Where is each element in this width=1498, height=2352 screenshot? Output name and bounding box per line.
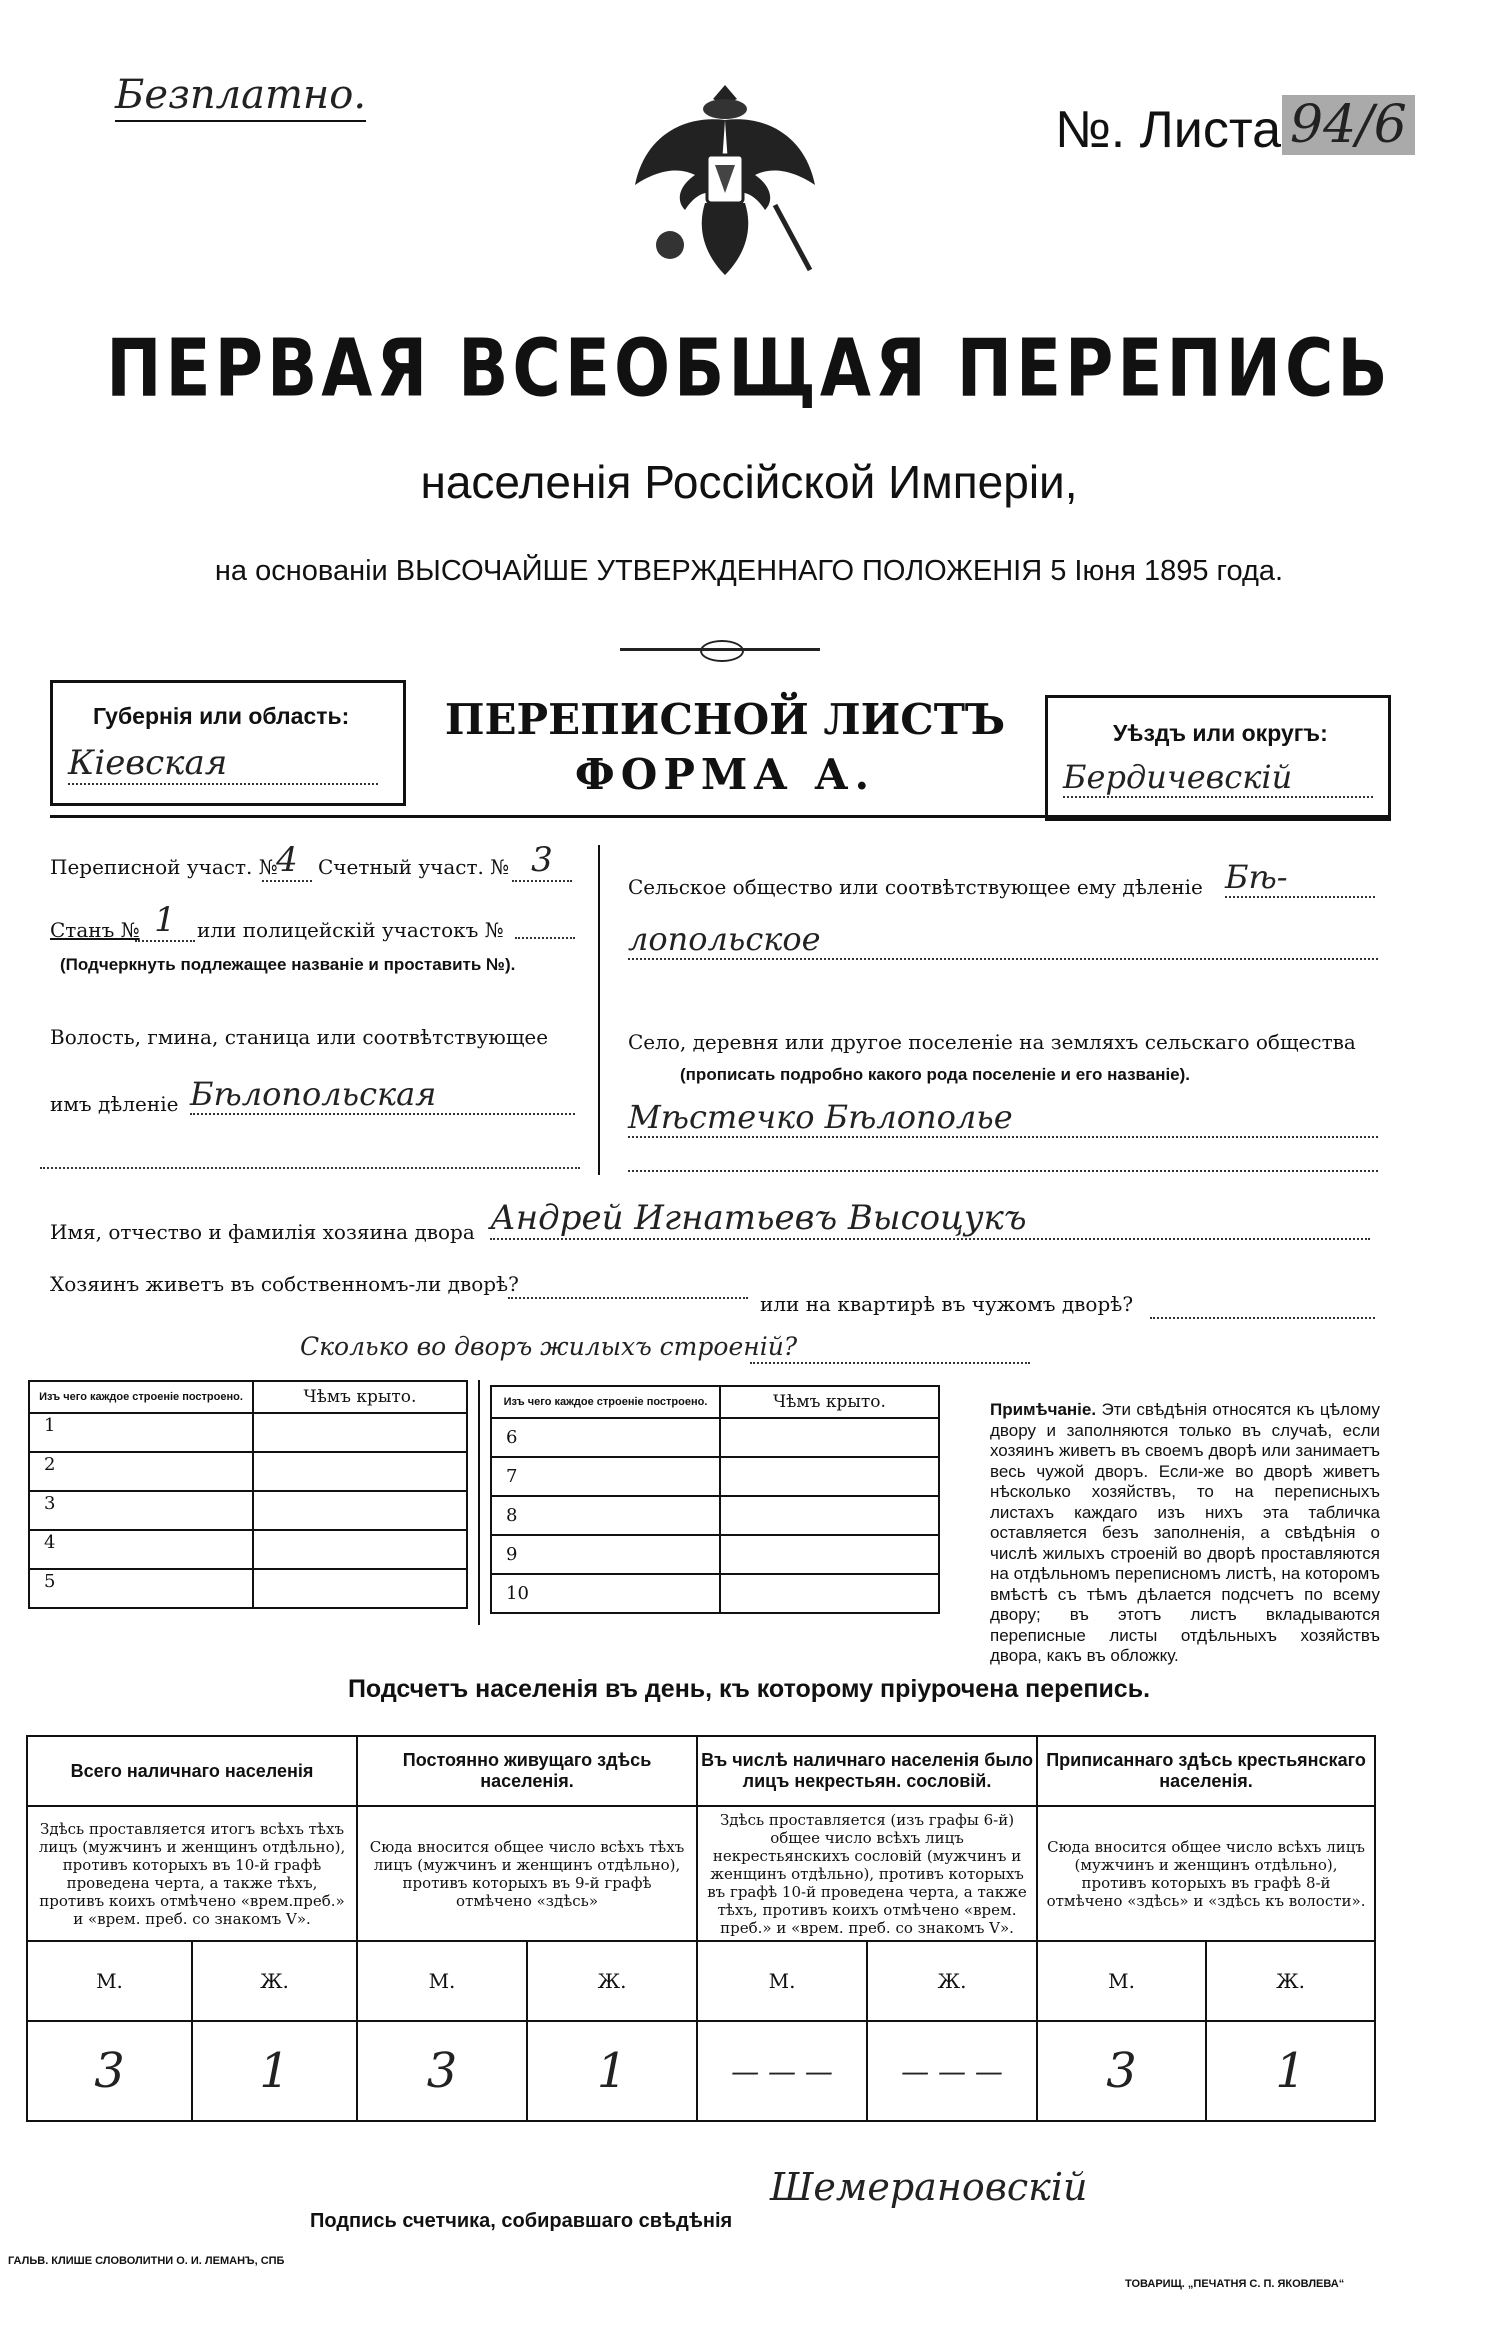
male-count: 3 — [1037, 2021, 1206, 2121]
village-label: Село, деревня или другое поселеніе на земляхъ сельскаго общества — [628, 1030, 1356, 1054]
uezd-label: Уѣздъ или округъ: — [1113, 720, 1328, 746]
village-value: Мѣстечко Бѣлополье — [628, 1098, 1378, 1138]
underline-note: (Подчеркнуть подлежащее названіе и проставить №). — [60, 955, 516, 974]
building-roof-cell — [720, 1496, 939, 1535]
owner-label: Имя, отчество и фамилія хозяина двора — [50, 1220, 475, 1244]
pop-group-desc: Сюда вносится общее число всѣхъ тѣхъ лицъ (мужчинъ и женщинъ отдѣльно), противъ которыхъ въ 9-й графѣ отмѣчено «здѣсь» — [357, 1806, 697, 1941]
note-text: Эти свѣдѣнія относятся къ цѣлому двору и заполняются только въ случаѣ, если хозяинъ живетъ въ своемъ дворѣ или занимаетъ весь чужой дворъ. Если-же во дворѣ живетъ нѣсколько хозяйствъ, то на переписныхъ листахъ каждаго изъ нихъ эта табличка оставляется безъ заполненія, а свѣдѣнія о числѣ жилыхъ строеній во дворѣ проставляются на отдѣльномъ переписномъ листѣ, на которомъ вмѣстѣ съ тѣмъ дѣлается подсчетъ по всему двору; въ этотъ листъ вкладываются переписные листы отдѣльныхъ хозяйствъ двора, какъ въ обложку. — [990, 1400, 1380, 1665]
building-row-num: 8 — [491, 1496, 720, 1535]
male-column-label: М. — [27, 1941, 192, 2021]
building-roof-cell — [253, 1569, 467, 1608]
village-extra-line — [628, 1168, 1378, 1172]
stan-label: Станъ № — [50, 918, 140, 942]
sheet-number-label: №. Листа — [1055, 101, 1282, 159]
building-row-num: 6 — [491, 1418, 720, 1457]
building-row-num: 9 — [491, 1535, 720, 1574]
building-row-num: 1 — [29, 1413, 253, 1452]
female-column-label: Ж. — [1206, 1941, 1375, 2021]
building-roof-cell — [720, 1457, 939, 1496]
owner-value: Андрей Игнатьевъ Высоцукъ — [490, 1198, 1370, 1240]
building-row-num: 7 — [491, 1457, 720, 1496]
female-count: 1 — [192, 2021, 357, 2121]
note-title: Примѣчаніе. — [990, 1400, 1097, 1419]
pop-group-desc: Сюда вносится общее число всѣхъ лицъ (мужчинъ и женщинъ отдѣльно), противъ которыхъ въ графѣ 8-й отмѣчено «здѣсь» и «здѣсь къ волости». — [1037, 1806, 1375, 1941]
sheet-title: ПЕРЕПИСНОЙ ЛИСТЪ — [444, 695, 1006, 744]
uezd-box — [1045, 695, 1391, 821]
census-district-value: 4 — [262, 840, 312, 882]
col-material-header: Изъ чего каждое строеніе построено. — [29, 1381, 253, 1413]
male-count: 3 — [27, 2021, 192, 2121]
building-roof-cell — [720, 1535, 939, 1574]
gubernia-label: Губернія или область: — [93, 703, 350, 729]
building-roof-cell — [720, 1574, 939, 1613]
buildings-table-right — [490, 1385, 940, 1614]
pop-group-header: Постоянно живущаго здѣсь населенія. — [357, 1736, 697, 1806]
female-count: — — — — [867, 2021, 1037, 2121]
rural-society-value: Бѣ- — [1225, 858, 1375, 898]
pop-group-header: Въ числѣ наличнаго населенія было лицъ некрестьян. сословій. — [697, 1736, 1037, 1806]
census-basis: на основаніи ВЫСОЧАЙШЕ УТВЕРЖДЕННАГО ПОЛОЖЕНІЯ 5 Іюня 1895 года. — [214, 555, 1284, 587]
buildings-note — [990, 1400, 1380, 1667]
col-material-header: Изъ чего каждое строеніе построено. — [491, 1386, 720, 1418]
pop-group-desc: Здѣсь проставляется итогъ всѣхъ тѣхъ лицъ (мужчинъ и женщинъ отдѣльно), противъ которыхъ въ 10-й графѣ проведена черта, а также тѣхъ, противъ коихъ отмѣчено «врем.преб.» и «врем. преб. со знакомъ V». — [27, 1806, 357, 1941]
ornament-center — [700, 640, 744, 662]
male-column-label: М. — [697, 1941, 867, 2021]
tables-separator — [478, 1380, 480, 1625]
stan-value: 1 — [135, 900, 195, 942]
double-headed-eagle-emblem — [625, 75, 825, 285]
col-roof-header: Чѣмъ крыто. — [253, 1381, 467, 1413]
count-district-value: 3 — [512, 840, 572, 882]
sheet-number-value: 94/6 — [1282, 95, 1415, 155]
signature-label: Подпись счетчика, собиравшаго свѣдѣнія — [310, 2210, 733, 2232]
building-roof-cell — [720, 1418, 939, 1457]
building-row-num: 5 — [29, 1569, 253, 1608]
printer-mark-right: ТОВАРИЩ. „ПЕЧАТНЯ С. П. ЯКОВЛЕВА“ — [1125, 2278, 1345, 2290]
female-count: 1 — [1206, 2021, 1375, 2121]
fields-separator — [598, 845, 600, 1175]
gubernia-box — [50, 680, 406, 806]
volost-label: Волость, гмина, станица или соотвѣтствующее — [50, 1025, 549, 1049]
buildings-table-left — [28, 1380, 468, 1609]
volost-extra-line — [40, 1165, 580, 1169]
female-column-label: Ж. — [867, 1941, 1037, 2021]
volost-value: Бѣлопольская — [190, 1075, 575, 1115]
count-district-label: Счетный участ. № — [318, 855, 510, 879]
census-subtitle: населенія Россійской Имперіи, — [420, 456, 1078, 508]
female-count: 1 — [527, 2021, 697, 2121]
volost-label-2: имъ дѣленіе — [50, 1092, 179, 1116]
population-table — [26, 1735, 1376, 2122]
male-column-label: М. — [1037, 1941, 1206, 2021]
header-rule — [50, 815, 1390, 818]
pop-group-header: Всего наличнаго населенія — [27, 1736, 357, 1806]
building-roof-cell — [253, 1530, 467, 1569]
rural-society-value-2: лопольское — [628, 920, 1378, 960]
form-name: ФОРМА А. — [574, 750, 876, 799]
population-title: Подсчетъ населенія въ день, къ которому пріурочена перепись. — [347, 1675, 1151, 1703]
free-label: Безплатно. — [115, 72, 366, 122]
enumerator-signature: Шемерановскій — [770, 2165, 1088, 2209]
female-column-label: Ж. — [527, 1941, 697, 2021]
building-row-num: 3 — [29, 1491, 253, 1530]
male-column-label: М. — [357, 1941, 527, 2021]
village-note: (прописать подробно какого рода поселеніе и его названіе). — [680, 1065, 1191, 1084]
police-value-line — [515, 935, 575, 939]
gubernia-value: Кіевская — [68, 743, 378, 785]
own-yard-label: Хозяинъ живетъ въ собственномъ-ли дворѣ? — [50, 1272, 519, 1296]
building-roof-cell — [253, 1413, 467, 1452]
male-count: 3 — [357, 2021, 527, 2121]
building-row-num: 10 — [491, 1574, 720, 1613]
male-count: — — — — [697, 2021, 867, 2121]
rent-line — [1150, 1315, 1375, 1319]
rural-society-label: Сельское общество или соотвѣтствующее ему дѣленіе — [628, 875, 1203, 899]
own-yard-line — [508, 1295, 748, 1299]
census-title: ПЕРВАЯ ВСЕОБЩАЯ ПЕРЕПИСЬ — [106, 322, 1392, 415]
census-district-label: Переписной участ. № — [50, 855, 278, 879]
building-roof-cell — [253, 1452, 467, 1491]
building-roof-cell — [253, 1491, 467, 1530]
buildings-line — [750, 1360, 1030, 1364]
uezd-value: Бердичевскій — [1063, 758, 1373, 798]
police-label: или полицейскій участокъ № — [197, 918, 504, 942]
female-column-label: Ж. — [192, 1941, 357, 2021]
pop-group-desc: Здѣсь проставляется (изъ графы 6-й) общее число всѣхъ лицъ некрестьянскихъ сословій (мужчинъ и женщинъ отдѣльно), противъ которыхъ въ графѣ 10-й проведена черта, а также тѣхъ, противъ коихъ отмѣчено «врем. преб.» и «врем. преб. со знакомъ V». — [697, 1806, 1037, 1941]
building-row-num: 2 — [29, 1452, 253, 1491]
printer-mark-left: ГАЛЬВ. КЛИШЕ СЛОВОЛИТНИ О. И. ЛЕМАНЪ, СПБ — [8, 2255, 285, 2267]
buildings-label: Сколько во дворъ жилыхъ строеній? — [300, 1332, 798, 1361]
rent-label: или на квартирѣ въ чужомъ дворѣ? — [760, 1292, 1134, 1316]
col-roof-header: Чѣмъ крыто. — [720, 1386, 939, 1418]
building-row-num: 4 — [29, 1530, 253, 1569]
pop-group-header: Приписаннаго здѣсь крестьянскаго населенія. — [1037, 1736, 1375, 1806]
